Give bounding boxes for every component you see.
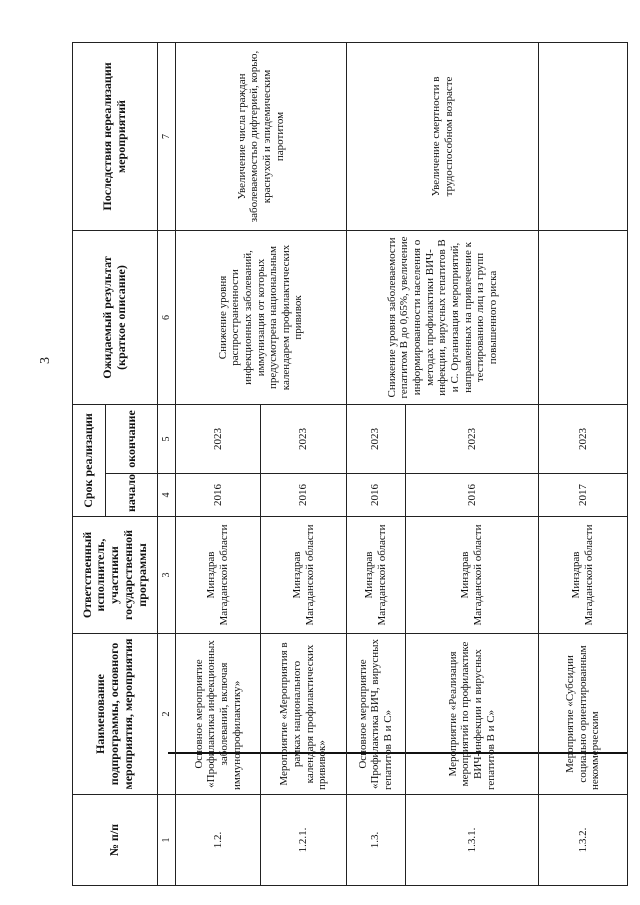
row-number: 1.3.2. [539, 795, 628, 886]
row-result [539, 230, 628, 404]
col-number: 5 [158, 404, 176, 473]
row-responsible: Минздрав Магаданской области [175, 517, 261, 634]
row-end: 2023 [539, 404, 628, 473]
row-responsible: Минздрав Магаданской области [347, 517, 405, 634]
row-end: 2023 [261, 404, 347, 473]
row-responsible: Минздрав Магаданской области [405, 517, 539, 634]
header-start: начало [106, 474, 158, 517]
row-number: 1.2.1. [261, 795, 347, 886]
col-number: 6 [158, 230, 176, 404]
table-row [175, 42, 261, 885]
table-row [347, 42, 405, 885]
table-row [539, 42, 628, 885]
header-end: окончание [106, 404, 158, 473]
row-name: Мероприятие «Реализация мероприятий по профилактике ВИЧ-инфекции и вирусных гепатитов В и С» [405, 634, 539, 795]
row-start: 2016 [405, 474, 539, 517]
row-result: Снижение уровня заболеваемости гепатитом В до 0,65%, увеличение информированности населения о методах профилактики ВИЧ-инфекции, вирусных гепатитов В и С. Организация мероприятий, направленных на привлечение к тестированию лиц из групп повышенного риска [347, 230, 539, 404]
row-start: 2017 [539, 474, 628, 517]
row-end: 2023 [175, 404, 261, 473]
col-number: 3 [158, 517, 176, 634]
row-number: 1.2. [175, 795, 261, 886]
page-number: 3 [38, 357, 53, 364]
header-consequences: Последствия нереализации мероприятий [73, 42, 158, 230]
header-result: Ожидаемый результат (краткое описание) [73, 230, 158, 404]
row-result: Снижение уровня распространенности инфекционных заболеваний, иммунизация от которых предусмотрена национальным календарем профилактических прививок [175, 230, 346, 404]
row-number: 1.3.1. [405, 795, 539, 886]
col-number: 4 [158, 474, 176, 517]
row-name: Основное мероприятие «Профилактика инфекционных заболеваний, включая иммунопрофилактику» [175, 634, 261, 795]
header-responsible: Ответственный исполнитель, участники государственной программы [73, 517, 158, 634]
row-consequences: Увеличение числа граждан заболеваемостью дифтерией, корью, краснухой и эпидемическим паротитом [175, 42, 346, 230]
header-num: № п/п [73, 795, 158, 886]
rotated-table-container [72, 43, 628, 886]
header-name: Наименование подпрограммы, основного мероприятия, мероприятия [73, 634, 158, 795]
row-end: 2023 [405, 404, 539, 473]
row-start: 2016 [175, 474, 261, 517]
header-term: Срок реализации [73, 404, 106, 516]
row-number: 1.3. [347, 795, 405, 886]
measures-table [72, 42, 628, 886]
row-name: Мероприятие «Мероприятия в рамках национального календаря профилактических прививок» [261, 634, 347, 795]
row-end: 2023 [347, 404, 405, 473]
row-responsible: Минздрав Магаданской области [539, 517, 628, 634]
column-numbers-row [158, 42, 176, 885]
row-start: 2016 [261, 474, 347, 517]
row-name: Основное мероприятие «Профилактика ВИЧ, вирусных гепатитов В и С» [347, 634, 405, 795]
col-number: 2 [158, 634, 176, 795]
row-consequences: Увеличение смертности в трудоспособном возрасте [347, 42, 539, 230]
row-consequences [539, 42, 628, 230]
row-start: 2016 [347, 474, 405, 517]
col-number: 7 [158, 42, 176, 230]
col-number: 1 [158, 795, 176, 886]
row-responsible: Минздрав Магаданской области [261, 517, 347, 634]
row-name: Мероприятие «Субсидии социально ориентированным некоммерческим [539, 634, 628, 795]
